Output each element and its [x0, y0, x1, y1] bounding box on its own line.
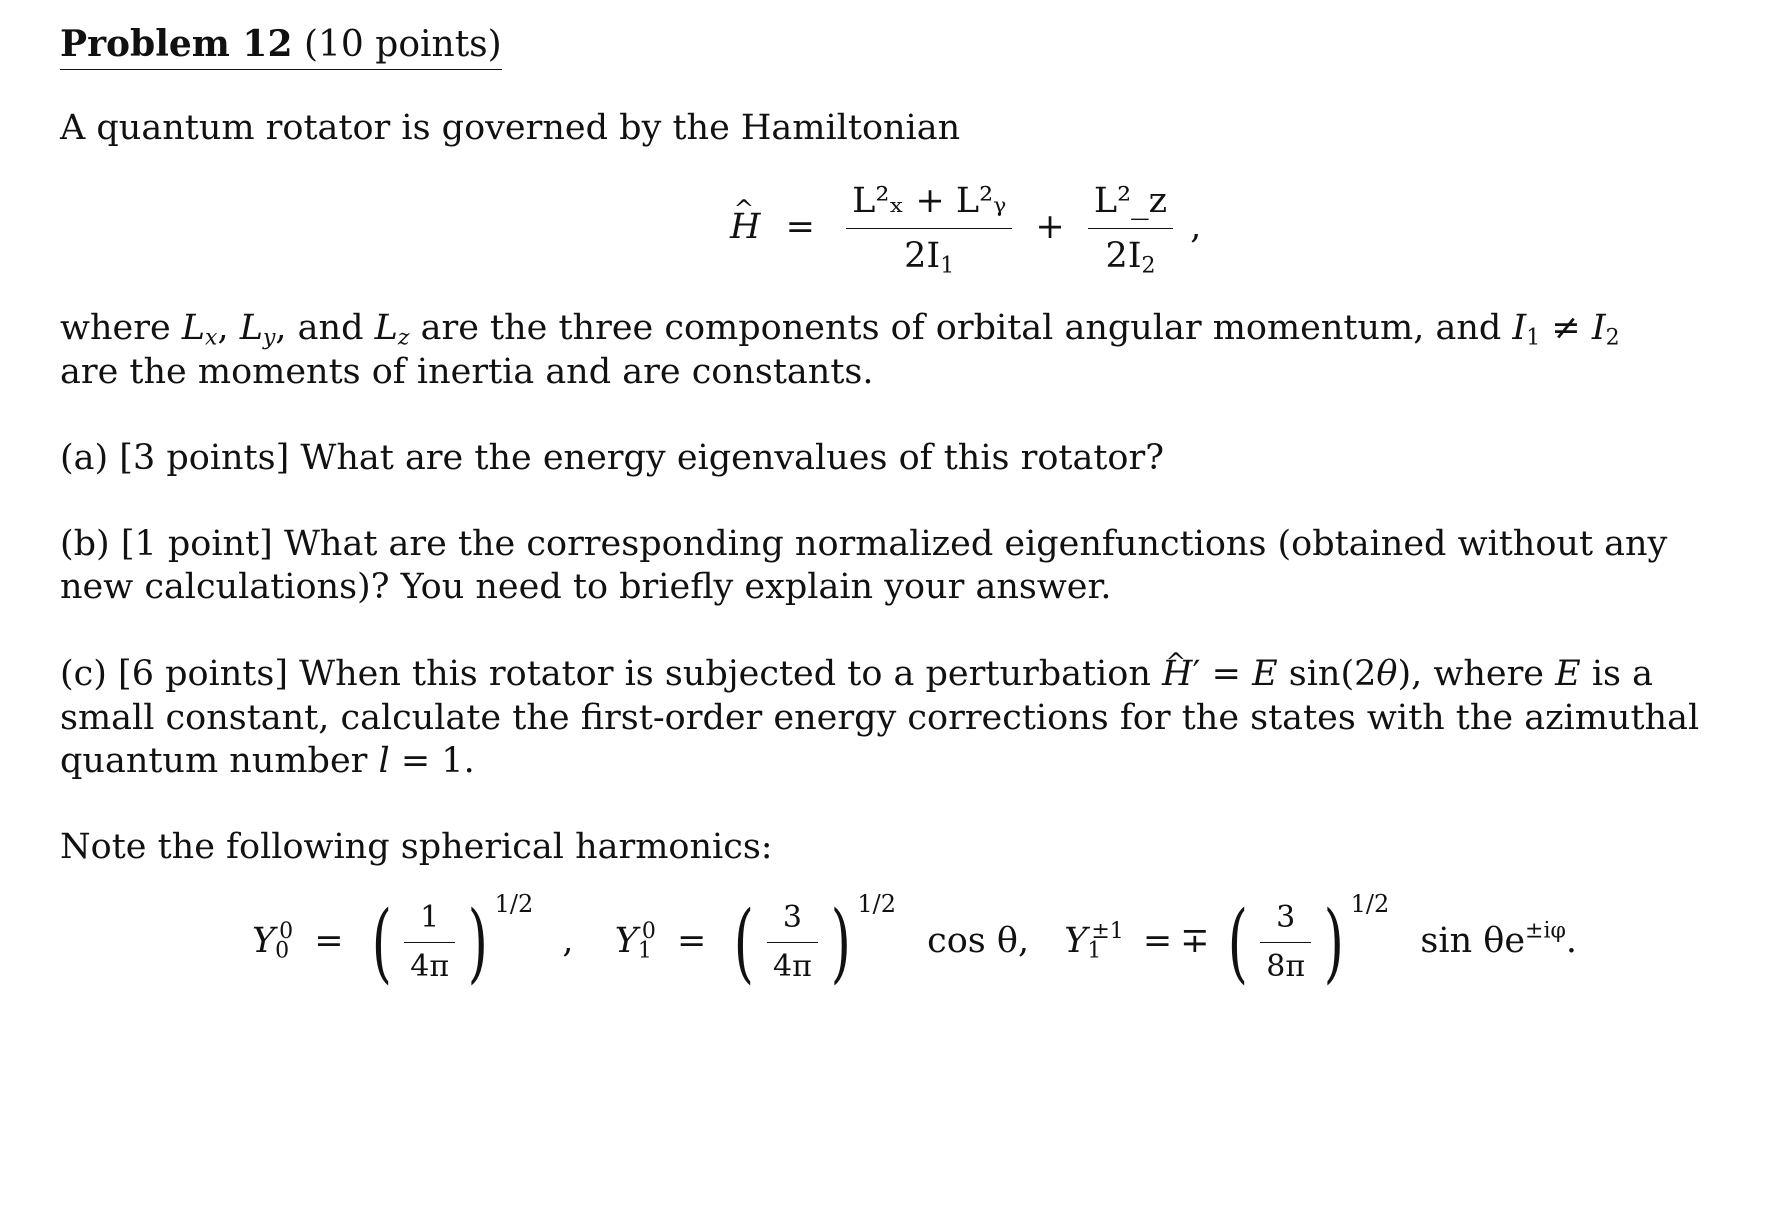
- fraction-2-numerator: L²_z: [1088, 178, 1173, 229]
- equals-sign: =: [785, 207, 815, 247]
- part-b-line-2: new calculations)? You need to briefly explain your answer.: [60, 567, 1112, 607]
- intro-text: A quantum rotator is governed by the Hamiltonian: [60, 108, 961, 148]
- y1pm: $Y_1^{\pm 1}$ = ∓ ( $\frac{3}{8\pi}$ ) 1/2 $\sin \theta e^{\pm i\varphi}$.: [1064, 890, 1578, 993]
- fraction-2: [1088, 178, 1173, 279]
- where-line-1: where $L_x$, $L_y$, and $L_z$ are the three components of orbital angular momentum, and $I_1 \ne I_2$: [60, 308, 1620, 351]
- equation-comma: ,: [1190, 207, 1202, 247]
- problem-title: [60, 20, 502, 70]
- plus-sign: +: [1035, 207, 1065, 247]
- problem-label: Problem 12: [60, 23, 293, 65]
- part-a: (a) [3 points] What are the energy eigenvalues of this rotator?: [60, 438, 1164, 478]
- spherical-harmonics: $Y_0^0$ = ( $\frac{1}{4\pi}$ ) 1/2 , $Y_1^0$ = ( $\frac{3}{4\pi}$ ) 1/2 cos θ, $Y_1^{\pm 1}$ = ∓ ( $\frac{3}{8\pi}$ ) 1/2 $\sin \theta e^{\pm i\varphi}$.: [252, 890, 1578, 993]
- hamiltonian-lhs: ^ H: [730, 207, 761, 247]
- part-c-line-2: small constant, calculate the first-order energy corrections for the states with the azimuthal: [60, 698, 1700, 738]
- problem-points: (10 points): [303, 24, 502, 65]
- fraction-1: [846, 178, 1012, 279]
- part-c-line-1: (c) [6 points] When this rotator is subjected to a perturbation ^ H′ = E sin(2θ), where E is a: [60, 650, 1653, 699]
- fraction-2-denominator: $2I_2$: [1105, 236, 1156, 279]
- fraction-1-denominator: $2I_1$: [904, 236, 955, 279]
- y10: $Y_1^0$ = ( $\frac{3}{4\pi}$ ) 1/2 cos θ,: [614, 890, 1030, 993]
- note-text: Note the following spherical harmonics:: [60, 827, 773, 867]
- y00: $Y_0^0$ = ( $\frac{1}{4\pi}$ ) 1/2: [252, 890, 534, 993]
- where-line-2: are the moments of inertia and are constants.: [60, 352, 874, 392]
- part-c-line-3: quantum number l = 1.: [60, 741, 475, 781]
- part-b-line-1: (b) [1 point] What are the corresponding normalized eigenfunctions (obtained without any: [60, 524, 1668, 564]
- fraction-1-numerator: L²ₓ + L²ᵧ: [846, 178, 1012, 229]
- hamiltonian-equation: [730, 178, 1201, 279]
